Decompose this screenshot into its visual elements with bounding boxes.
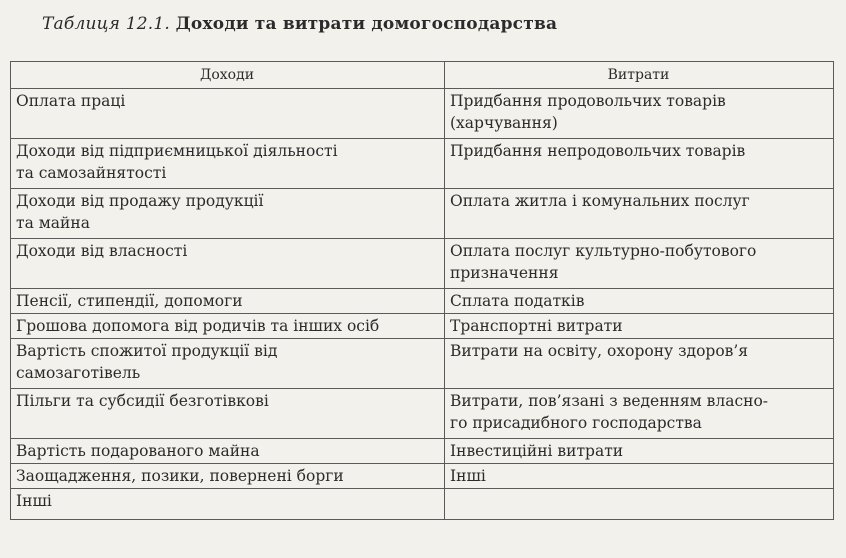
income-cell-text: Вартість спожитої продукції від самозаготівель	[16, 342, 278, 382]
table-row	[11, 239, 834, 289]
income-cell	[11, 139, 445, 189]
income-cell-text: Пільги та субсидії безготівкові	[16, 392, 269, 410]
table-row	[11, 389, 834, 439]
expense-cell-text: Витрати, пов’язані з веденням власно- го присадибного господарства	[450, 392, 769, 432]
income-cell	[11, 464, 445, 489]
income-cell	[11, 239, 445, 289]
income-cell	[11, 89, 445, 139]
header-income: Доходи	[11, 62, 445, 89]
table-row	[11, 89, 834, 139]
expense-cell	[445, 189, 834, 239]
income-cell-text: Доходи від продажу продукції та майна	[16, 192, 264, 232]
header-expense: Витрати	[445, 62, 834, 89]
table-row	[11, 289, 834, 314]
income-cell-text: Пенсії, стипендії, допомоги	[16, 292, 243, 310]
expense-cell-text: Сплата податків	[450, 292, 585, 310]
income-cell-text: Доходи від підприємницької діяльності та самозайнятості	[16, 142, 338, 182]
income-cell-text: Заощадження, позики, повернені борги	[16, 467, 344, 485]
income-cell	[11, 189, 445, 239]
expense-cell	[445, 389, 834, 439]
expense-cell	[445, 339, 834, 389]
expense-cell-text: Оплата послуг культурно-побутового призначення	[450, 242, 757, 282]
table-row	[11, 139, 834, 189]
expense-cell-text: Витрати на освіту, охорону здоров’я	[450, 342, 749, 360]
income-cell	[11, 439, 445, 464]
expense-cell	[445, 139, 834, 189]
income-cell	[11, 489, 445, 520]
income-cell-text: Оплата праці	[16, 92, 126, 110]
expense-cell	[445, 439, 834, 464]
expense-cell-text: Транспортні витрати	[450, 317, 623, 335]
expense-cell	[445, 239, 834, 289]
income-expense-table	[10, 61, 834, 520]
expense-cell-text: Оплата житла і комунальних послуг	[450, 192, 750, 210]
income-cell-text: Вартість подарованого майна	[16, 442, 260, 460]
income-cell	[11, 339, 445, 389]
expense-cell	[445, 464, 834, 489]
expense-cell-text: Інвестиційні витрати	[450, 442, 624, 460]
income-cell	[11, 289, 445, 314]
table-row	[11, 339, 834, 389]
table-row	[11, 489, 834, 520]
table-row	[11, 464, 834, 489]
table-caption	[42, 14, 557, 34]
expense-cell	[445, 89, 834, 139]
expense-cell-text: Придбання продовольчих товарів (харчування)	[450, 92, 726, 132]
income-cell	[11, 389, 445, 439]
table-row	[11, 439, 834, 464]
table-caption-title: Доходи та витрати домогосподарства	[175, 14, 558, 34]
table-row	[11, 189, 834, 239]
expense-cell-text: Придбання непродовольчих товарів	[450, 142, 746, 160]
income-cell-text: Грошова допомога від родичів та інших осіб	[16, 317, 380, 335]
income-cell-text: Інші	[16, 492, 52, 510]
table-caption-label: Таблиця 12.1.	[42, 14, 170, 34]
expense-cell-text: Інші	[450, 467, 486, 485]
income-cell	[11, 314, 445, 339]
expense-cell	[445, 289, 834, 314]
table-row	[11, 314, 834, 339]
expense-cell	[445, 489, 834, 520]
expense-cell	[445, 314, 834, 339]
table-header-row	[11, 62, 834, 89]
income-cell-text: Доходи від власності	[16, 242, 188, 260]
